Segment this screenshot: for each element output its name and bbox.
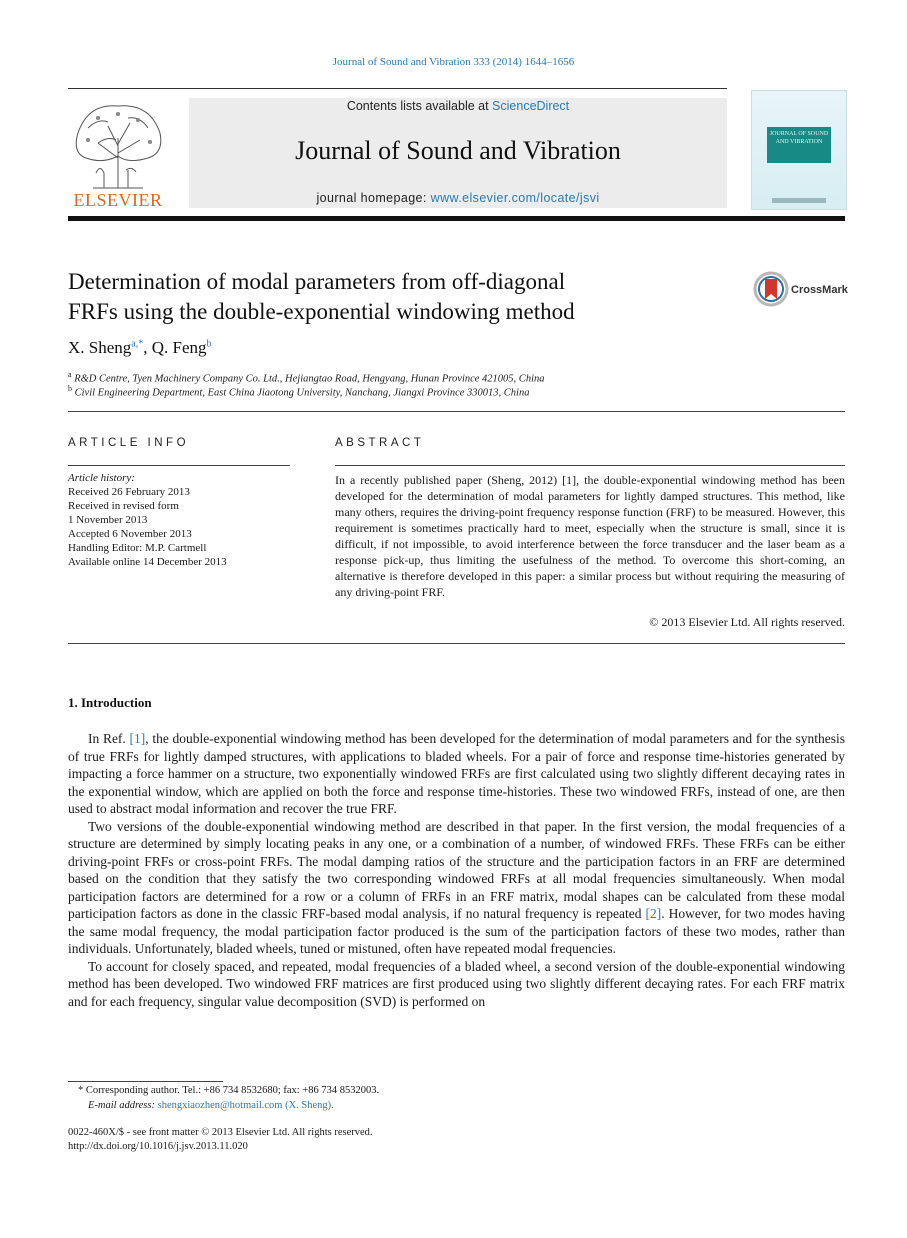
- article-info-heading: ARTICLE INFO: [68, 437, 190, 449]
- cover-title: JOURNAL OF SOUND AND VIBRATION: [767, 127, 831, 163]
- abstract-rule: [335, 465, 845, 466]
- issn-line: 0022-460X/$ - see front matter © 2013 Elsevier Ltd. All rights reserved.: [68, 1127, 373, 1138]
- cover-footer-bar: [772, 198, 826, 203]
- email-note: [88, 1100, 334, 1111]
- affil-a-text: R&D Centre, Tyen Machinery Company Co. Ltd., Hejiangtao Road, Hengyang, Hunan Province 421005, China: [74, 373, 545, 385]
- ref-2-link[interactable]: [2]: [645, 906, 662, 921]
- history-line: Received 26 February 2013: [68, 486, 190, 498]
- crossmark-label: CrossMark: [791, 284, 848, 296]
- p1-start: In Ref.: [88, 731, 130, 746]
- abstract-copyright: © 2013 Elsevier Ltd. All rights reserved.: [649, 615, 845, 629]
- author-feng: Q. Feng: [151, 338, 207, 357]
- email-label: E-mail address:: [88, 1100, 158, 1111]
- ref-1-link[interactable]: [1]: [129, 731, 146, 746]
- p2-start: Two versions of the double-exponential windowing method are described in that paper. In the first version, the modal frequencies of a structure are determined by simply locating peaks in any one, or a combination of a number, of windowed FRFs. These FRFs can be either driving-point FRFs or cross-point FRFs. The modal damping ratios of the structure and the participation factors in an FRF are determined based on the condition that they satisfy the two corresponding windowed FRFs at all modal frequencies simultaneously. When modal participation factors are determined for a row or a column of FRFs in an FRF matrix, modal shapes can be calculated from these modal participation factors as done in the classic FRF-based modal analysis, if no natural frequency is repeated: [68, 818, 845, 921]
- crossmark-badge[interactable]: [753, 271, 848, 309]
- crossmark-icon: [753, 271, 789, 307]
- history-line: Accepted 6 November 2013: [68, 528, 192, 540]
- affil-b-mark: b: [68, 384, 72, 393]
- history-line: Received in revised form: [68, 500, 179, 512]
- history-line: 1 November 2013: [68, 514, 148, 526]
- email-link[interactable]: shengxiaozhen@hotmail.com (X. Sheng).: [157, 1100, 334, 1111]
- abstract-divider: [68, 643, 845, 644]
- top-rule: [68, 88, 727, 89]
- article-info-rule: [68, 465, 290, 466]
- journal-cover-thumbnail[interactable]: [751, 90, 847, 210]
- abstract-text: In a recently published paper (Sheng, 2012) [1], the double-exponential windowing method has been developed for the determination of modal parameters for lightly damped structures. This method, like many others, requires the driving-point frequency response function (FRF) to be measured. However, this requirement is sometimes practically hard to meet, especially when the structure is small, since it is difficult, if not impossible, to avoid interference between the force transducer and the laser beam as a response pick-up, thus limiting the usefulness of the method. To overcome this short-coming, an alternative is therefore developed in this paper: a similar process but without requiring the measuring of any driving-point FRF.: [335, 473, 845, 599]
- article-title: [68, 267, 728, 327]
- history-line: Available online 14 December 2013: [68, 556, 227, 568]
- paragraph: [68, 730, 845, 818]
- sciencedirect-link[interactable]: ScienceDirect: [492, 99, 570, 113]
- affil-b-text: Civil Engineering Department, East China Jiaotong University, Nanchang, Jiangxi Province 330013, China: [74, 387, 530, 399]
- journal-citation[interactable]: Journal of Sound and Vibration 333 (2014) 1644–1656: [332, 56, 575, 68]
- abstract-heading: ABSTRACT: [335, 437, 425, 449]
- journal-homepage: [189, 191, 727, 205]
- header-divider: [68, 216, 845, 221]
- affiliation-divider: [68, 411, 845, 412]
- publisher-name: ELSEVIER: [73, 190, 163, 210]
- history-label: Article history:: [68, 472, 135, 484]
- author-sheng-affil[interactable]: a,*: [131, 338, 144, 350]
- journal-name: Journal of Sound and Vibration: [295, 136, 621, 165]
- paragraph: To account for closely spaced, and repeated, modal frequencies of a bladed wheel, a second version of the double-exponential windowing method has been developed. Two windowed FRF matrices are first produced using two slightly different decaying rates. For each FRF matrix and for each frequency, singular value decomposition (SVD) is performed on: [68, 958, 845, 1009]
- corresponding-author-note: * Corresponding author. Tel.: +86 734 8532680; fax: +86 734 8532003.: [78, 1085, 380, 1096]
- paragraph: [68, 818, 845, 958]
- footnote-rule: [68, 1081, 223, 1082]
- article-history: [68, 471, 227, 569]
- author-feng-affil[interactable]: b: [206, 338, 212, 350]
- title-line-2: FRFs using the double-exponential windowing method: [68, 299, 575, 324]
- homepage-prefix: journal homepage:: [316, 191, 431, 205]
- p2-rest: . However, for two modes having the same modal frequency, the modal participation factor produced is the sum of the participation factors of these two modes, rather than individuals. Unfortunately, bladed wheels, tuned or mistuned, often have repeated modal frequencies.: [68, 906, 845, 956]
- affil-a-mark: a: [68, 370, 72, 379]
- title-line-1: Determination of modal parameters from off-diagonal: [68, 269, 566, 294]
- history-line: Handling Editor: M.P. Cartmell: [68, 542, 207, 554]
- contents-line: [189, 99, 727, 113]
- author-list: [68, 338, 212, 358]
- affiliation-b: [68, 384, 529, 399]
- contents-prefix: Contents lists available at: [346, 99, 493, 113]
- p1-rest: , the double-exponential windowing method has been developed for the determination of modal parameters and for the synthesis of true FRFs for lightly damped structures, with applications to bladed wheels. For a pair of force and response time-histories generated by impacting a force hammer on a structure, two exponentially windowed FRFs are first calculated using two slightly different decaying rates in the exponential window, which are applied on both the force and response time-histories. These two windowed FRFs, instead of one, are then used to abstract modal information and recover the true FRF.: [68, 731, 845, 816]
- section-heading-introduction: 1. Introduction: [68, 695, 152, 710]
- introduction-body: [68, 730, 845, 1010]
- homepage-link[interactable]: www.elsevier.com/locate/jsvi: [430, 191, 600, 205]
- author-separator: ,: [143, 338, 152, 357]
- doi-link[interactable]: http://dx.doi.org/10.1016/j.jsv.2013.11.020: [68, 1141, 248, 1152]
- author-sheng: X. Sheng: [68, 338, 132, 357]
- affiliation-a: [68, 370, 544, 385]
